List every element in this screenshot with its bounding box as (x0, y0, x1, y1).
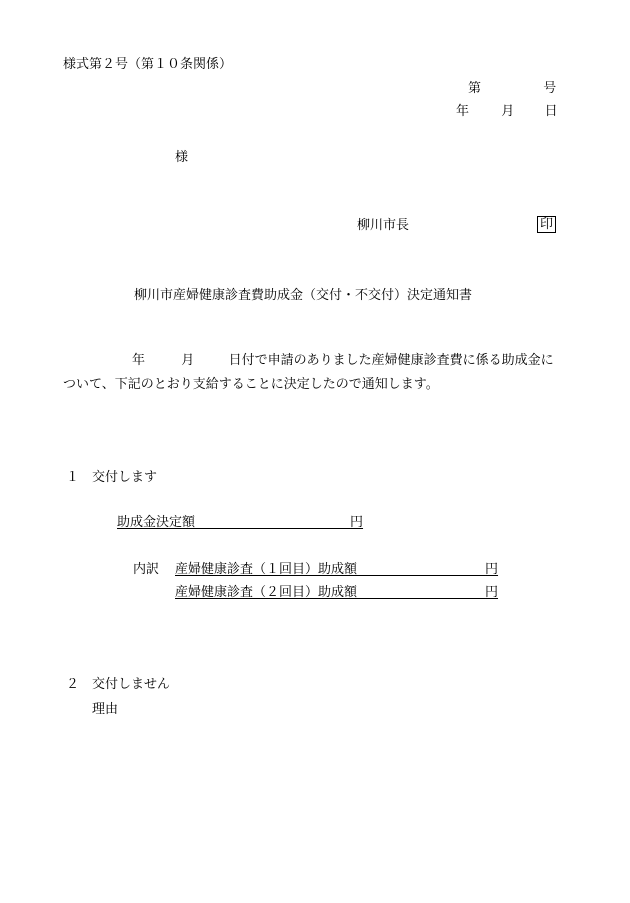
item2-label: 産婦健康診査（２回目）助成額 (175, 585, 358, 600)
amount-row (117, 516, 363, 529)
item1-blank (357, 563, 485, 576)
item1-label: 産婦健康診査（１回目）助成額 (175, 562, 358, 577)
amount-blank (195, 516, 350, 529)
amount-label: 助成金決定額 (117, 515, 196, 530)
section-1-heading: １ 交付します (66, 470, 158, 485)
breakdown-item-2 (175, 586, 498, 599)
body-month: 月 (181, 353, 195, 368)
item2-blank (357, 586, 485, 599)
date-year: 年 (456, 104, 470, 119)
body-year: 年 (132, 353, 146, 368)
body-line-1-rest: 日付で申請のありました産婦健康診査費に係る助成金に (228, 353, 554, 368)
breakdown-item-1 (175, 563, 498, 576)
document-title: 柳川市産婦健康診査費助成金（交付・不交付）決定通知書 (134, 288, 473, 303)
breakdown-label: 内訳 (133, 562, 160, 577)
form-number: 様式第２号（第１０条関係） (63, 57, 233, 72)
number-suffix: 号 (543, 81, 557, 96)
number-prefix: 第 (468, 81, 482, 96)
date-day: 日 (544, 104, 558, 119)
body-line-1 (132, 354, 554, 367)
item1-yen: 円 (485, 562, 499, 577)
issuer: 柳川市長 (357, 218, 410, 233)
document-number (468, 82, 556, 95)
body-line-2: ついて、下記のとおり支給することに決定したので通知します。 (63, 377, 439, 392)
document-date (456, 105, 558, 118)
amount-yen: 円 (350, 515, 364, 530)
seal-mark: 印 (537, 216, 556, 233)
item2-yen: 円 (485, 585, 499, 600)
section-2-heading: ２ 交付しません (66, 677, 171, 692)
addressee-suffix: 様 (175, 150, 189, 165)
reason-label: 理由 (92, 702, 119, 717)
date-month: 月 (501, 104, 515, 119)
